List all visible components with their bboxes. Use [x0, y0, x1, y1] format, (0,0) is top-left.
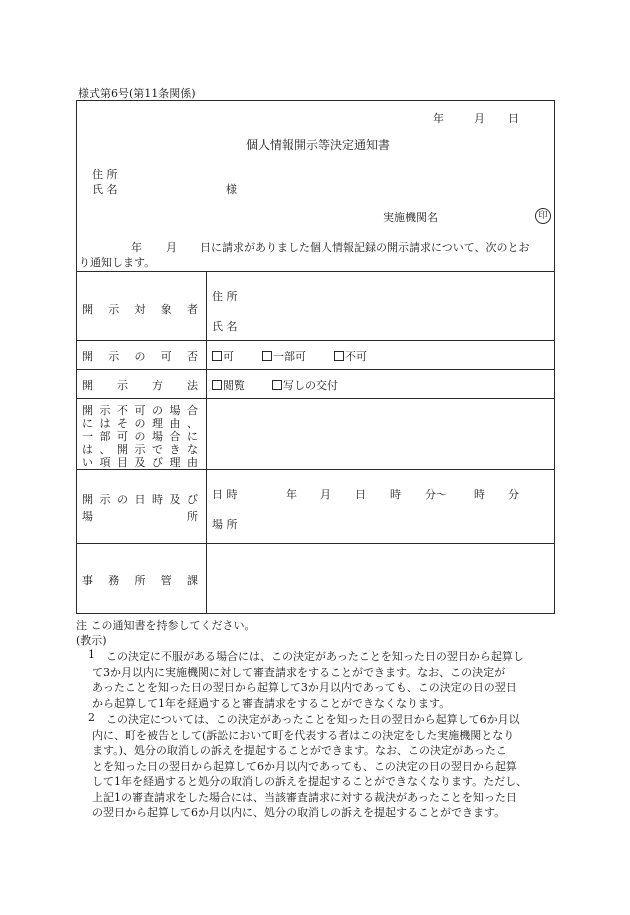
row-divider [76, 369, 555, 370]
datetime-unit: 時 [474, 488, 485, 501]
instruction-2-line: の翌日から起算して6か月以内に、処分の取消しの訴えを提起することができます。 [92, 806, 506, 819]
option-label: 閲覧 [223, 379, 245, 392]
instruction-number: 2 [88, 711, 95, 724]
schedule-label-line: 場 所 [82, 510, 198, 523]
place-label: 場 所 [212, 518, 238, 531]
reason-label-line: い 項 目 及 び 理 由 [82, 456, 198, 469]
datetime-unit: 月 [320, 488, 331, 501]
datetime-label: 日 時 [212, 488, 238, 501]
seal-mark: 印 [535, 208, 551, 224]
instruction-number: 1 [88, 648, 95, 661]
issuer-label: 実施機関名 [383, 211, 438, 224]
row-label-decision: 開 示 の 可 否 [82, 350, 198, 363]
option-approve[interactable] [212, 348, 234, 364]
option-label: 不可 [345, 350, 367, 363]
intro-year: 年 [131, 241, 142, 254]
datetime-unit: 年 [286, 488, 297, 501]
date-day-label: 日 [508, 112, 519, 125]
datetime-unit: 時 [390, 488, 401, 501]
option-label: 写しの交付 [283, 379, 338, 392]
intro-text-line2: り通知します。 [79, 256, 156, 269]
subject-address-label: 住 所 [212, 290, 238, 303]
form-number-label: 様式第6号(第11条関係) [78, 87, 196, 100]
table-column-divider [206, 271, 207, 614]
option-partial[interactable] [262, 348, 306, 364]
instruction-1-line: て3か月以内に実施機関に対して審査請求をすることができます。なお、この決定が [92, 666, 506, 679]
datetime-unit: 分 [508, 488, 519, 501]
recipient-name-label: 氏 名 [92, 183, 118, 196]
reason-label-line: 開 示 不 可 の 場 合 [82, 404, 198, 417]
row-label-method: 開 示 方 法 [82, 379, 198, 392]
recipient-address-label: 住 所 [92, 168, 118, 181]
instruction-2-line: 内に、町を被告として(訴訟において町を代表する者はこの決定をした実施機関となり [92, 729, 515, 742]
checkbox-icon [272, 380, 282, 390]
instructions-heading: (教示) [76, 634, 107, 647]
intro-text: 日に請求がありました個人情報記録の開示請求について、次のとお [200, 241, 530, 254]
instruction-2-line: して1年を経過すると処分の取消しの訴えを提起することができなくなります。ただし、 [92, 775, 528, 788]
intro-month: 月 [166, 241, 177, 254]
recipient-honorific: 様 [226, 183, 237, 196]
option-deny[interactable] [334, 348, 367, 364]
reason-label-line: 一 部 可 の 場 合 に [82, 430, 198, 443]
instruction-2-line: 上記1の審査請求をした場合には、当該審査請求に対する裁決があったことを知った日 [92, 791, 517, 804]
instruction-2-line: この決定については、この決定があったことを知った日の翌日から起算して6か月以 [106, 713, 520, 726]
carry-note: 注 この通知書を持参してください。 [76, 619, 256, 632]
option-label: 可 [223, 350, 234, 363]
checkbox-icon [212, 351, 222, 361]
instruction-2-line: ます。)、処分の取消しの訴えを提起することができます。なお、この決定があったこ [92, 744, 507, 757]
instruction-1-line: あったことを知った日の翌日から起算して3か月以内であっても、この決定の日の翌日 [92, 681, 517, 694]
schedule-label-line: 開 示 の 日 時 及 び [82, 493, 198, 506]
checkbox-icon [262, 351, 272, 361]
document-title: 個人情報開示等決定通知書 [246, 138, 391, 152]
subject-name-label: 氏 名 [212, 320, 238, 333]
option-copy[interactable] [272, 377, 338, 393]
row-divider [76, 543, 555, 544]
row-label-office: 事 務 所 管 課 [82, 574, 198, 587]
option-label: 一部可 [273, 350, 306, 363]
checkbox-icon [212, 380, 222, 390]
reason-label-line: に は そ の 理 由 、 [82, 417, 198, 430]
date-year-label: 年 [433, 112, 444, 125]
datetime-unit: 分〜 [425, 488, 447, 501]
row-divider [76, 398, 555, 399]
instruction-1-line: この決定に不服がある場合には、この決定があったことを知った日の翌日から起算し [106, 650, 524, 663]
table-top-rule [76, 271, 555, 272]
row-divider [76, 340, 555, 341]
option-inspection[interactable] [212, 377, 245, 393]
reason-label-line: は 、 開 示 で き な [82, 443, 198, 456]
row-label-subject: 開 示 対 象 者 [82, 303, 198, 316]
instruction-1-line: から起算して1年を経過すると審査請求をすることができなくなります。 [92, 697, 451, 710]
checkbox-icon [334, 351, 344, 361]
datetime-unit: 日 [355, 488, 366, 501]
date-month-label: 月 [474, 112, 485, 125]
instruction-2-line: とを知った日の翌日から起算して6か月以内であっても、この決定の日の翌日から起算 [92, 760, 517, 773]
